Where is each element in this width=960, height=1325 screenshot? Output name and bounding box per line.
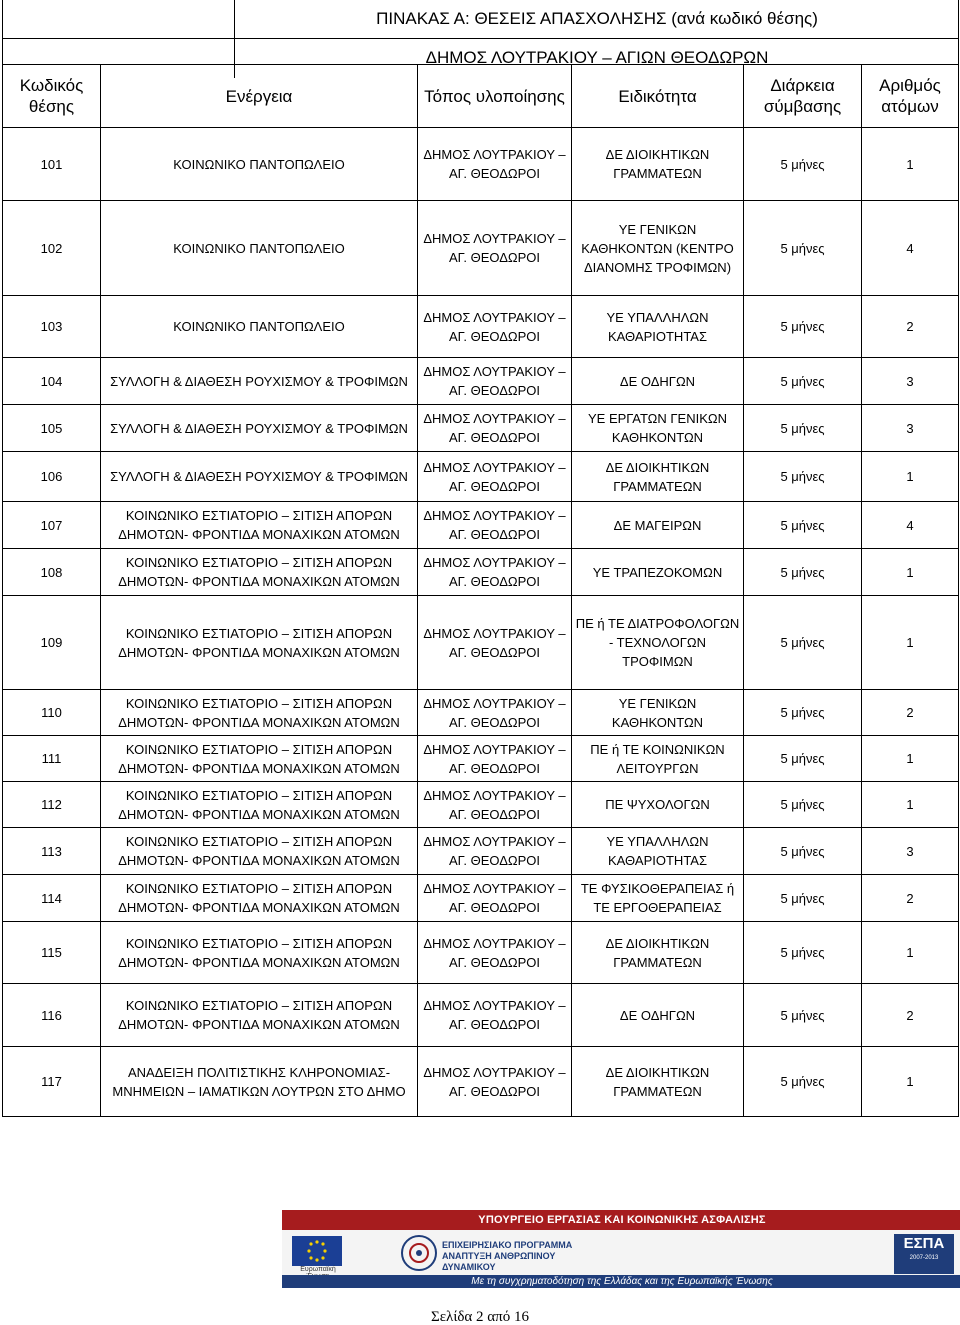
specialty-cell: ΔΕ ΔΙΟΙΚΗΤΙΚΩΝ ΓΡΑΜΜΑΤΕΩΝ — [572, 452, 744, 502]
action-cell: ΚΟΙΝΩΝΙΚΟ ΕΣΤΙΑΤΟΡΙΟ – ΣΙΤΙΣΗ ΑΠΟΡΩΝ ΔΗΜΟΤΩΝ- ΦΡΟΝΤΙΔΑ ΜΟΝΑΧΙΚΩΝ ΑΤΟΜΩΝ — [101, 596, 418, 690]
specialty-cell: ΔΕ ΟΔΗΓΩΝ — [572, 984, 744, 1047]
position-code-cell: 104 — [3, 358, 101, 405]
action-cell: ΣΥΛΛΟΓΗ & ΔΙΑΘΕΣΗ ΡΟΥΧΙΣΜΟΥ & ΤΡΟΦΙΜΩΝ — [101, 452, 418, 502]
positions-table — [2, 64, 959, 1117]
table-row — [3, 452, 959, 502]
action-cell: ΚΟΙΝΩΝΙΚΟ ΠΑΝΤΟΠΩΛΕΙΟ — [101, 296, 418, 358]
action-cell: ΚΟΙΝΩΝΙΚΟ ΕΣΤΙΑΤΟΡΙΟ – ΣΙΤΙΣΗ ΑΠΟΡΩΝ ΔΗΜΟΤΩΝ- ΦΡΟΝΤΙΔΑ ΜΟΝΑΧΙΚΩΝ ΑΤΟΜΩΝ — [101, 736, 418, 782]
duration-cell: 5 μήνες — [744, 296, 862, 358]
action-cell: ΚΟΙΝΩΝΙΚΟ ΕΣΤΙΑΤΟΡΙΟ – ΣΙΤΙΣΗ ΑΠΟΡΩΝ ΔΗΜΟΤΩΝ- ΦΡΟΝΤΙΔΑ ΜΟΝΑΧΙΚΩΝ ΑΤΟΜΩΝ — [101, 922, 418, 984]
duration-cell: 5 μήνες — [744, 452, 862, 502]
specialty-cell: ΥΕ ΤΡΑΠΕΖΟΚΟΜΩΝ — [572, 549, 744, 596]
duration-cell: 5 μήνες — [744, 875, 862, 922]
position-code-cell: 109 — [3, 596, 101, 690]
column-header-place: Τόπος υλοποίησης — [418, 65, 572, 128]
place-cell: ΔΗΜΟΣ ΛΟΥΤΡΑΚΙΟΥ – ΑΓ. ΘΕΟΔΩΡΟΙ — [418, 405, 572, 452]
table-row — [3, 984, 959, 1047]
table-row — [3, 128, 959, 201]
ministry-band: ΥΠΟΥΡΓΕΙΟ ΕΡΓΑΣΙΑΣ ΚΑΙ ΚΟΙΝΩΝΙΚΗΣ ΑΣΦΑΛΙΣΗΣ — [282, 1210, 960, 1230]
position-code-cell: 108 — [3, 549, 101, 596]
duration-cell: 5 μήνες — [744, 201, 862, 296]
table-row — [3, 201, 959, 296]
page-number: Σελίδα 2 από 16 — [431, 1309, 529, 1325]
specialty-cell: ΠΕ ή ΤΕ ΔΙΑΤΡΟΦΟΛΟΓΩΝ - ΤΕΧΝΟΛΟΓΩΝ ΤΡΟΦΙΜΩΝ — [572, 596, 744, 690]
duration-cell: 5 μήνες — [744, 596, 862, 690]
table-frame-left — [2, 0, 3, 64]
action-cell: ΚΟΙΝΩΝΙΚΟ ΕΣΤΙΑΤΟΡΙΟ – ΣΙΤΙΣΗ ΑΠΟΡΩΝ ΔΗΜΟΤΩΝ- ΦΡΟΝΤΙΔΑ ΜΟΝΑΧΙΚΩΝ ΑΤΟΜΩΝ — [101, 782, 418, 828]
duration-cell: 5 μήνες — [744, 984, 862, 1047]
page-title: ΠΙΝΑΚΑΣ Α: ΘΕΣΕΙΣ ΑΠΑΣΧΟΛΗΣΗΣ (ανά κωδικό θέσης) — [235, 0, 959, 39]
eu-flag-icon — [292, 1236, 342, 1266]
column-header-specialty: Ειδικότητα — [572, 65, 744, 128]
persons-cell: 3 — [862, 828, 959, 875]
persons-cell: 1 — [862, 736, 959, 782]
duration-cell: 5 μήνες — [744, 549, 862, 596]
duration-cell: 5 μήνες — [744, 405, 862, 452]
table-row — [3, 296, 959, 358]
position-code-cell: 117 — [3, 1047, 101, 1117]
table-row — [3, 736, 959, 782]
table-row — [3, 922, 959, 984]
action-cell: ΣΥΛΛΟΓΗ & ΔΙΑΘΕΣΗ ΡΟΥΧΙΣΜΟΥ & ΤΡΟΦΙΜΩΝ — [101, 405, 418, 452]
place-cell: ΔΗΜΟΣ ΛΟΥΤΡΑΚΙΟΥ – ΑΓ. ΘΕΟΔΩΡΟΙ — [418, 984, 572, 1047]
persons-cell: 4 — [862, 201, 959, 296]
position-code-cell: 111 — [3, 736, 101, 782]
place-cell: ΔΗΜΟΣ ΛΟΥΤΡΑΚΙΟΥ – ΑΓ. ΘΕΟΔΩΡΟΙ — [418, 296, 572, 358]
duration-cell: 5 μήνες — [744, 736, 862, 782]
place-cell: ΔΗΜΟΣ ΛΟΥΤΡΑΚΙΟΥ – ΑΓ. ΘΕΟΔΩΡΟΙ — [418, 922, 572, 984]
position-code-cell: 116 — [3, 984, 101, 1047]
persons-cell: 1 — [862, 596, 959, 690]
page-subtitle: ΔΗΜΟΣ ΛΟΥΤΡΑΚΙΟΥ – ΑΓΙΩΝ ΘΕΟΔΩΡΩΝ — [425, 48, 769, 67]
table-row — [3, 782, 959, 828]
persons-cell: 2 — [862, 984, 959, 1047]
specialty-cell: ΔΕ ΔΙΟΙΚΗΤΙΚΩΝ ΓΡΑΜΜΑΤΕΩΝ — [572, 922, 744, 984]
persons-cell: 1 — [862, 782, 959, 828]
place-cell: ΔΗΜΟΣ ΛΟΥΤΡΑΚΙΟΥ – ΑΓ. ΘΕΟΔΩΡΟΙ — [418, 736, 572, 782]
duration-cell: 5 μήνες — [744, 782, 862, 828]
persons-cell: 1 — [862, 922, 959, 984]
table-row — [3, 405, 959, 452]
programme-logo-icon — [400, 1234, 438, 1272]
action-cell: ΑΝΑΔΕΙΞΗ ΠΟΛΙΤΙΣΤΙΚΗΣ ΚΛΗΡΟΝΟΜΙΑΣ- ΜΝΗΜΕΙΩΝ – ΙΑΜΑΤΙΚΩΝ ΛΟΥΤΡΩΝ ΣΤΟ ΔΗΜΟ — [101, 1047, 418, 1117]
action-cell: ΣΥΛΛΟΓΗ & ΔΙΑΘΕΣΗ ΡΟΥΧΙΣΜΟΥ & ΤΡΟΦΙΜΩΝ — [101, 358, 418, 405]
action-cell: ΚΟΙΝΩΝΙΚΟ ΕΣΤΙΑΤΟΡΙΟ – ΣΙΤΙΣΗ ΑΠΟΡΩΝ ΔΗΜΟΤΩΝ- ΦΡΟΝΤΙΔΑ ΜΟΝΑΧΙΚΩΝ ΑΤΟΜΩΝ — [101, 502, 418, 549]
column-header-duration: Διάρκεια σύμβασης — [744, 65, 862, 128]
action-cell: ΚΟΙΝΩΝΙΚΟ ΕΣΤΙΑΤΟΡΙΟ – ΣΙΤΙΣΗ ΑΠΟΡΩΝ ΔΗΜΟΤΩΝ- ΦΡΟΝΤΙΔΑ ΜΟΝΑΧΙΚΩΝ ΑΤΟΜΩΝ — [101, 984, 418, 1047]
eu-caption: Ευρωπαϊκή — [300, 1266, 336, 1273]
specialty-cell: ΥΕ ΓΕΝΙΚΩΝ ΚΑΘΗΚΟΝΤΩΝ — [572, 690, 744, 736]
position-code-cell: 103 — [3, 296, 101, 358]
position-code-cell: 114 — [3, 875, 101, 922]
funding-banner — [282, 1210, 960, 1285]
specialty-cell: ΔΕ ΔΙΟΙΚΗΤΙΚΩΝ ΓΡΑΜΜΑΤΕΩΝ — [572, 1047, 744, 1117]
specialty-cell: ΔΕ ΜΑΓΕΙΡΩΝ — [572, 502, 744, 549]
persons-cell: 2 — [862, 296, 959, 358]
column-header-code: Κωδικός θέσης — [3, 65, 101, 128]
table-row — [3, 549, 959, 596]
place-cell: ΔΗΜΟΣ ΛΟΥΤΡΑΚΙΟΥ – ΑΓ. ΘΕΟΔΩΡΟΙ — [418, 1047, 572, 1117]
table-row — [3, 358, 959, 405]
action-cell: ΚΟΙΝΩΝΙΚΟ ΠΑΝΤΟΠΩΛΕΙΟ — [101, 201, 418, 296]
action-cell: ΚΟΙΝΩΝΙΚΟ ΕΣΤΙΑΤΟΡΙΟ – ΣΙΤΙΣΗ ΑΠΟΡΩΝ ΔΗΜΟΤΩΝ- ΦΡΟΝΤΙΔΑ ΜΟΝΑΧΙΚΩΝ ΑΤΟΜΩΝ — [101, 690, 418, 736]
place-cell: ΔΗΜΟΣ ΛΟΥΤΡΑΚΙΟΥ – ΑΓ. ΘΕΟΔΩΡΟΙ — [418, 828, 572, 875]
espa-logo — [894, 1234, 954, 1274]
position-code-cell: 102 — [3, 201, 101, 296]
duration-cell: 5 μήνες — [744, 358, 862, 405]
specialty-cell: ΤΕ ΦΥΣΙΚΟΘΕΡΑΠΕΙΑΣ ή ΤΕ ΕΡΓΟΘΕΡΑΠΕΙΑΣ — [572, 875, 744, 922]
duration-cell: 5 μήνες — [744, 502, 862, 549]
specialty-cell: ΥΕ ΓΕΝΙΚΩΝ ΚΑΘΗΚΟΝΤΩΝ (ΚΕΝΤΡΟ ΔΙΑΝΟΜΗΣ ΤΡΟΦΙΜΩΝ) — [572, 201, 744, 296]
table-row — [3, 690, 959, 736]
duration-cell: 5 μήνες — [744, 1047, 862, 1117]
table-header-row — [3, 65, 959, 128]
cofinancing-band: Με τη συγχρηματοδότηση της Ελλάδας και της Ευρωπαϊκής Ένωσης — [282, 1275, 960, 1288]
position-code-cell: 107 — [3, 502, 101, 549]
position-code-cell: 113 — [3, 828, 101, 875]
place-cell: ΔΗΜΟΣ ΛΟΥΤΡΑΚΙΟΥ – ΑΓ. ΘΕΟΔΩΡΟΙ — [418, 782, 572, 828]
position-code-cell: 115 — [3, 922, 101, 984]
persons-cell: 1 — [862, 452, 959, 502]
specialty-cell: ΠΕ ή ΤΕ ΚΟΙΝΩΝΙΚΩΝ ΛΕΙΤΟΥΡΓΩΝ — [572, 736, 744, 782]
action-cell: ΚΟΙΝΩΝΙΚΟ ΠΑΝΤΟΠΩΛΕΙΟ — [101, 128, 418, 201]
programme-name: ΕΠΙΧΕΙΡΗΣΙΑΚΟ ΠΡΟΓΡΑΜΜΑ ΑΝΑΠΤΥΞΗ ΑΝΘΡΩΠΙΝΟΥ ΔΥΝΑΜΙΚΟΥ — [442, 1240, 573, 1272]
table-row — [3, 828, 959, 875]
position-code-cell: 106 — [3, 452, 101, 502]
persons-cell: 3 — [862, 405, 959, 452]
place-cell: ΔΗΜΟΣ ΛΟΥΤΡΑΚΙΟΥ – ΑΓ. ΘΕΟΔΩΡΟΙ — [418, 875, 572, 922]
column-header-action: Ενέργεια — [101, 65, 418, 128]
duration-cell: 5 μήνες — [744, 922, 862, 984]
position-code-cell: 101 — [3, 128, 101, 201]
persons-cell: 1 — [862, 1047, 959, 1117]
place-cell: ΔΗΜΟΣ ΛΟΥΤΡΑΚΙΟΥ – ΑΓ. ΘΕΟΔΩΡΟΙ — [418, 549, 572, 596]
position-code-cell: 105 — [3, 405, 101, 452]
place-cell: ΔΗΜΟΣ ΛΟΥΤΡΑΚΙΟΥ – ΑΓ. ΘΕΟΔΩΡΟΙ — [418, 128, 572, 201]
specialty-cell: ΥΕ ΕΡΓΑΤΩΝ ΓΕΝΙΚΩΝ ΚΑΘΗΚΟΝΤΩΝ — [572, 405, 744, 452]
place-cell: ΔΗΜΟΣ ΛΟΥΤΡΑΚΙΟΥ – ΑΓ. ΘΕΟΔΩΡΟΙ — [418, 596, 572, 690]
action-cell: ΚΟΙΝΩΝΙΚΟ ΕΣΤΙΑΤΟΡΙΟ – ΣΙΤΙΣΗ ΑΠΟΡΩΝ ΔΗΜΟΤΩΝ- ΦΡΟΝΤΙΔΑ ΜΟΝΑΧΙΚΩΝ ΑΤΟΜΩΝ — [101, 549, 418, 596]
place-cell: ΔΗΜΟΣ ΛΟΥΤΡΑΚΙΟΥ – ΑΓ. ΘΕΟΔΩΡΟΙ — [418, 690, 572, 736]
place-cell: ΔΗΜΟΣ ΛΟΥΤΡΑΚΙΟΥ – ΑΓ. ΘΕΟΔΩΡΟΙ — [418, 502, 572, 549]
persons-cell: 4 — [862, 502, 959, 549]
table-row — [3, 1047, 959, 1117]
place-cell: ΔΗΜΟΣ ΛΟΥΤΡΑΚΙΟΥ – ΑΓ. ΘΕΟΔΩΡΟΙ — [418, 201, 572, 296]
place-cell: ΔΗΜΟΣ ΛΟΥΤΡΑΚΙΟΥ – ΑΓ. ΘΕΟΔΩΡΟΙ — [418, 452, 572, 502]
duration-cell: 5 μήνες — [744, 128, 862, 201]
table-row — [3, 502, 959, 549]
table-body — [3, 128, 959, 1117]
position-code-cell: 110 — [3, 690, 101, 736]
espa-years: 2007-2013 — [909, 1255, 939, 1261]
logos-band — [282, 1230, 960, 1275]
position-code-cell: 112 — [3, 782, 101, 828]
duration-cell: 5 μήνες — [744, 828, 862, 875]
persons-cell: 1 — [862, 549, 959, 596]
place-cell: ΔΗΜΟΣ ΛΟΥΤΡΑΚΙΟΥ – ΑΓ. ΘΕΟΔΩΡΟΙ — [418, 358, 572, 405]
specialty-cell: ΔΕ ΟΔΗΓΩΝ — [572, 358, 744, 405]
persons-cell: 1 — [862, 128, 959, 201]
table-row — [3, 875, 959, 922]
duration-cell: 5 μήνες — [744, 690, 862, 736]
table-row — [3, 596, 959, 690]
persons-cell: 3 — [862, 358, 959, 405]
persons-cell: 2 — [862, 690, 959, 736]
action-cell: ΚΟΙΝΩΝΙΚΟ ΕΣΤΙΑΤΟΡΙΟ – ΣΙΤΙΣΗ ΑΠΟΡΩΝ ΔΗΜΟΤΩΝ- ΦΡΟΝΤΙΔΑ ΜΟΝΑΧΙΚΩΝ ΑΤΟΜΩΝ — [101, 875, 418, 922]
specialty-cell: ΥΕ ΥΠΑΛΛΗΛΩΝ ΚΑΘΑΡΙΟΤΗΤΑΣ — [572, 296, 744, 358]
specialty-cell: ΥΕ ΥΠΑΛΛΗΛΩΝ ΚΑΘΑΡΙΟΤΗΤΑΣ — [572, 828, 744, 875]
specialty-cell: ΠΕ ΨΥΧΟΛΟΓΩΝ — [572, 782, 744, 828]
specialty-cell: ΔΕ ΔΙΟΙΚΗΤΙΚΩΝ ΓΡΑΜΜΑΤΕΩΝ — [572, 128, 744, 201]
column-header-persons: Αριθμός ατόμων — [862, 65, 959, 128]
action-cell: ΚΟΙΝΩΝΙΚΟ ΕΣΤΙΑΤΟΡΙΟ – ΣΙΤΙΣΗ ΑΠΟΡΩΝ ΔΗΜΟΤΩΝ- ΦΡΟΝΤΙΔΑ ΜΟΝΑΧΙΚΩΝ ΑΤΟΜΩΝ — [101, 828, 418, 875]
persons-cell: 2 — [862, 875, 959, 922]
espa-label: ΕΣΠΑ — [903, 1235, 945, 1252]
